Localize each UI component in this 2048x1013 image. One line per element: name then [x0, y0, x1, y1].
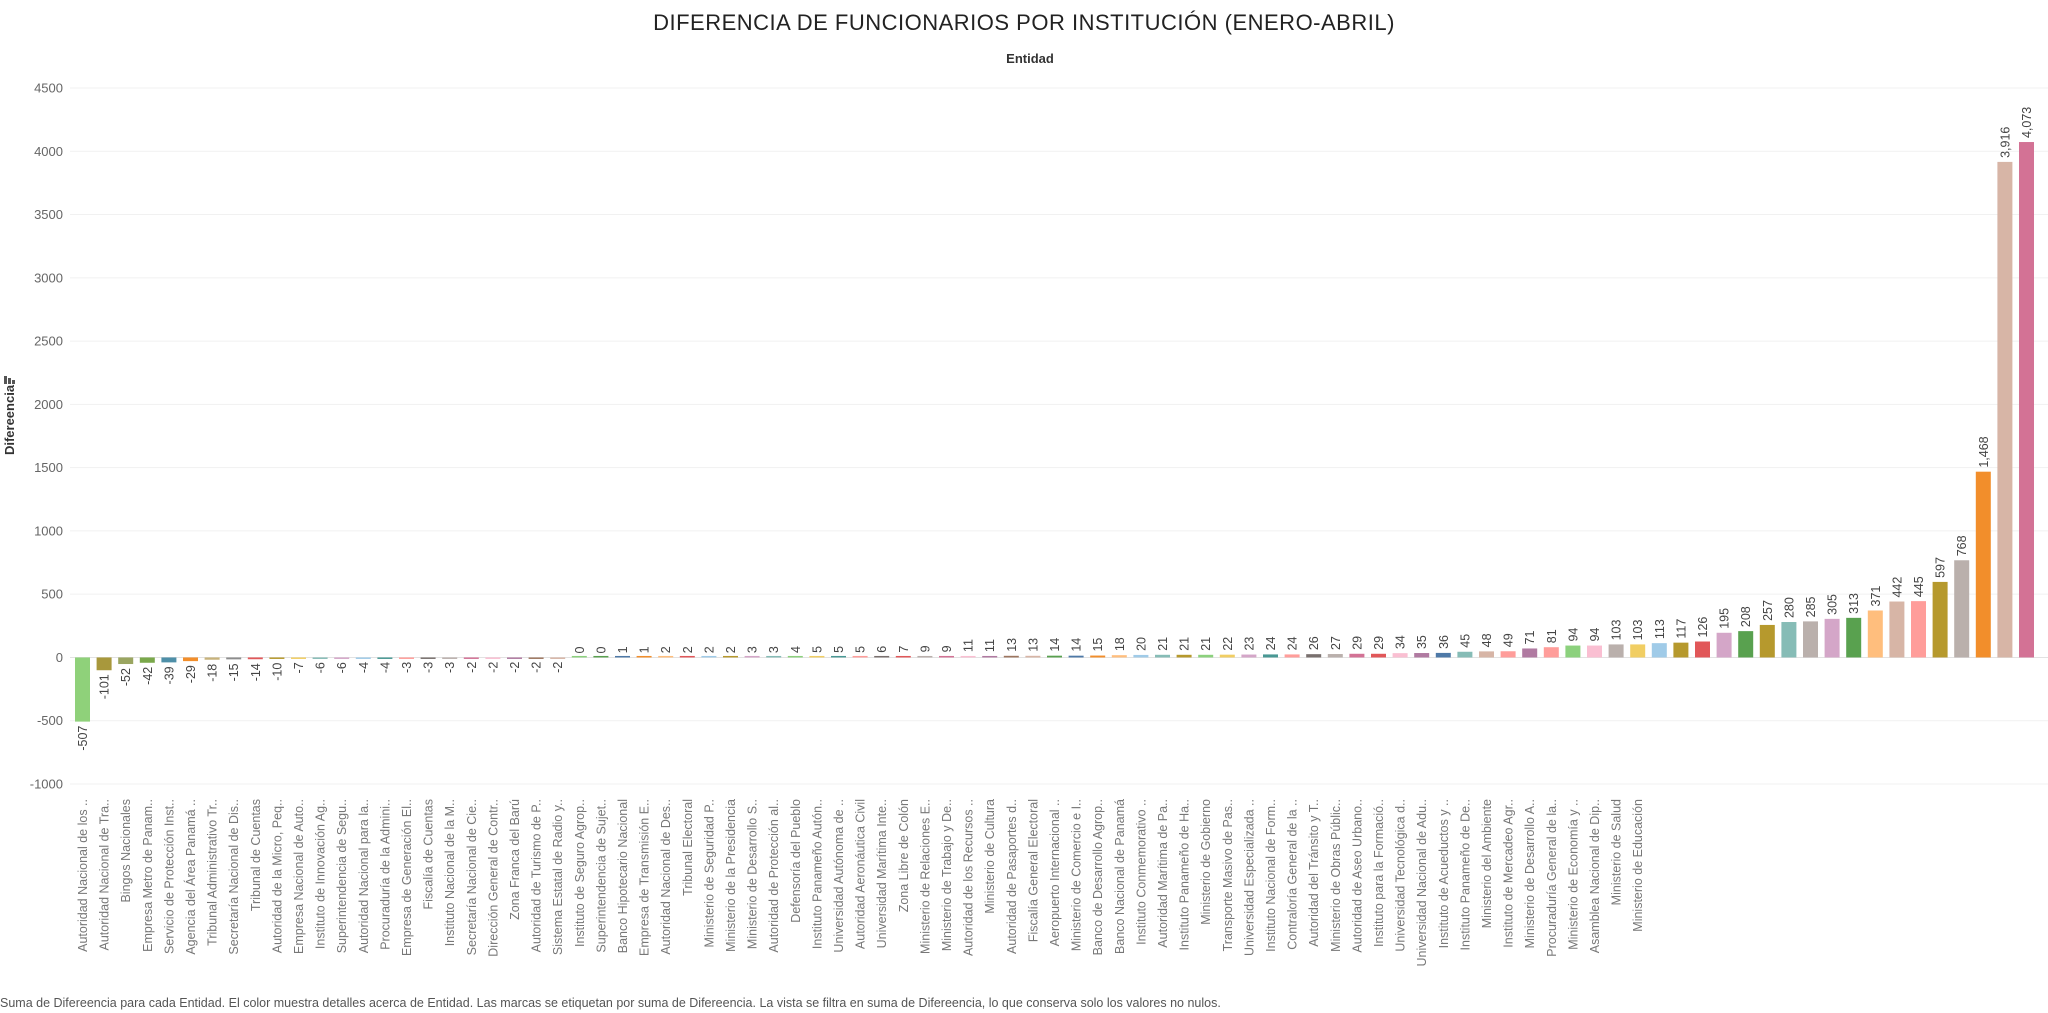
- category-label: Autoridad de Pasaportes d..: [1004, 799, 1019, 954]
- y-tick-label: -1000: [29, 776, 63, 792]
- bar[interactable]: [334, 657, 349, 659]
- bar[interactable]: [2019, 142, 2034, 657]
- bar[interactable]: [1306, 654, 1321, 657]
- bar[interactable]: [464, 657, 479, 659]
- category-label: Zona Libre de Colón: [896, 799, 911, 913]
- category-label: Tribunal Administrativo Tr..: [205, 799, 220, 946]
- bar[interactable]: [874, 656, 889, 658]
- category-label: Ministerio de Educación: [1631, 799, 1646, 932]
- category-label: Ministerio de Trabajo y De..: [940, 799, 954, 952]
- y-tick-label: 3000: [34, 270, 63, 286]
- bar[interactable]: [1457, 652, 1472, 658]
- bar[interactable]: [421, 657, 436, 659]
- bar[interactable]: [831, 656, 846, 658]
- bar[interactable]: [1803, 621, 1818, 657]
- category-label: Universidad Especializada ..: [1242, 799, 1257, 957]
- data-label: 26: [1307, 636, 1322, 651]
- bars: [75, 142, 2034, 722]
- bar[interactable]: [97, 657, 112, 670]
- chart-title: DIFERENCIA DE FUNCIONARIOS POR INSTITUCIÓN (ENERO-ABRIL): [653, 10, 1395, 35]
- bar[interactable]: [75, 657, 90, 721]
- bar[interactable]: [1911, 601, 1926, 657]
- bar[interactable]: [572, 656, 587, 658]
- bar[interactable]: [1112, 655, 1127, 657]
- category-label: Fiscalía de Cuentas: [421, 799, 436, 910]
- data-label: 21: [1156, 636, 1170, 651]
- bar[interactable]: [809, 656, 824, 658]
- bar[interactable]: [1371, 654, 1386, 658]
- category-label: Procuraduría de la Admini..: [378, 799, 393, 950]
- category-label: Banco Hipotecario Nacional: [616, 799, 630, 954]
- data-label: 0: [594, 646, 609, 654]
- category-label: Autoridad Aeronáutica Civil: [853, 799, 868, 950]
- data-label: 5: [832, 645, 846, 653]
- data-label: 29: [1350, 635, 1365, 650]
- data-label: -3: [421, 661, 436, 673]
- data-label: -15: [227, 663, 242, 682]
- bar[interactable]: [853, 656, 868, 658]
- data-label: 71: [1523, 630, 1538, 645]
- data-label: 768: [1955, 535, 1970, 557]
- category-labels: [76, 799, 1645, 967]
- data-label: 1: [616, 646, 630, 654]
- category-label: Ministerio de Comercio e I..: [1069, 799, 1084, 952]
- data-label: 6: [875, 645, 890, 653]
- data-label: 208: [1739, 606, 1754, 628]
- category-label: Instituto de Mercadeo Agr..: [1501, 799, 1516, 948]
- bar[interactable]: [356, 657, 371, 659]
- category-label: Universidad Marítima Inte..: [875, 799, 890, 949]
- y-tick-label: 2500: [34, 333, 63, 349]
- category-label: Instituto de Seguro Agrop..: [572, 799, 587, 948]
- data-label: -39: [162, 666, 177, 685]
- bar[interactable]: [529, 657, 544, 659]
- bar[interactable]: [1954, 560, 1969, 657]
- bar[interactable]: [1825, 619, 1840, 658]
- data-label: 35: [1415, 635, 1430, 650]
- data-label: 2: [680, 646, 695, 654]
- bar[interactable]: [1501, 651, 1516, 657]
- bar[interactable]: [248, 657, 263, 659]
- data-label: 4,073: [2020, 106, 2034, 139]
- data-label: 5: [810, 645, 825, 653]
- y-axis-title: [2, 376, 17, 455]
- category-label: Autoridad Nacional de los ..: [76, 799, 90, 952]
- bar[interactable]: [1198, 655, 1213, 658]
- bar[interactable]: [701, 656, 716, 658]
- y-tick-label: -500: [36, 713, 63, 729]
- bar[interactable]: [1760, 625, 1775, 658]
- data-label: 94: [1588, 627, 1602, 642]
- bar[interactable]: [291, 657, 306, 659]
- category-label: Ministerio de Seguridad P..: [702, 799, 717, 948]
- category-label: Asamblea Nacional de Dip..: [1588, 799, 1602, 954]
- gridlines: [70, 88, 2048, 784]
- category-label: Superintendencia de Sujet..: [594, 799, 609, 953]
- bar[interactable]: [485, 657, 500, 659]
- category-label: Autoridad de Aseo Urbano..: [1350, 799, 1365, 953]
- category-label: Dirección General de Contr..: [486, 799, 501, 957]
- category-label: Ministerio de Obras Públic..: [1328, 799, 1343, 952]
- bar[interactable]: [442, 657, 457, 659]
- category-label: Ministerio de la Presidencia: [724, 799, 738, 952]
- data-label: 313: [1847, 592, 1862, 614]
- bar[interactable]: [1997, 162, 2012, 658]
- data-label: -101: [97, 674, 112, 700]
- bar[interactable]: [1695, 642, 1710, 658]
- data-label: 81: [1544, 629, 1559, 644]
- category-label: Defensoría del Pueblo: [788, 799, 803, 923]
- data-label: 49: [1501, 633, 1516, 648]
- bar[interactable]: [313, 657, 328, 659]
- category-label: Agencia del Área Panamá ..: [184, 799, 198, 955]
- y-tick-label: 2000: [34, 396, 63, 412]
- category-label: Ministerio de Cultura: [983, 799, 998, 914]
- category-label: Tribunal Electoral: [680, 799, 695, 896]
- data-label: -2: [551, 661, 566, 673]
- y-tick-label: 500: [41, 586, 63, 602]
- bar[interactable]: [1241, 655, 1256, 658]
- category-label: Fiscalía General Electoral: [1026, 799, 1041, 943]
- data-label: 195: [1717, 607, 1732, 629]
- category-label: Instituto Nacional de la M..: [443, 799, 458, 947]
- data-label: 442: [1890, 576, 1905, 598]
- data-label: -3: [443, 661, 458, 673]
- data-label: 3: [745, 646, 760, 654]
- category-label: Banco de Desarrollo Agrop..: [1091, 799, 1106, 956]
- category-label: Autoridad Marítima de Pa..: [1156, 799, 1170, 948]
- bar[interactable]: [939, 656, 954, 658]
- data-label: -6: [313, 662, 328, 674]
- bar[interactable]: [1479, 651, 1494, 657]
- data-label: 103: [1609, 619, 1624, 641]
- bar[interactable]: [680, 656, 695, 658]
- bar[interactable]: [1263, 654, 1278, 657]
- bar[interactable]: [766, 656, 781, 658]
- y-tick-label: 3500: [34, 207, 63, 223]
- data-label: 0: [572, 646, 587, 654]
- bar[interactable]: [1652, 643, 1667, 657]
- category-label: Secretaría Nacional de Dis..: [227, 799, 242, 955]
- bar[interactable]: [1673, 643, 1688, 658]
- bar[interactable]: [205, 657, 220, 659]
- category-label: Empresa de Generación El..: [400, 799, 414, 957]
- category-label: Autoridad de Protección al..: [767, 799, 782, 953]
- data-label: 34: [1393, 635, 1408, 650]
- bar[interactable]: [140, 657, 155, 662]
- data-label: -7: [292, 662, 306, 674]
- category-label: Ministerio de Desarrollo S..: [745, 799, 760, 950]
- category-label: Ministerio de Relaciones E..: [918, 799, 933, 954]
- category-label: Ministerio de Desarrollo A..: [1523, 799, 1538, 949]
- data-label: -4: [378, 661, 393, 674]
- data-label: 371: [1868, 585, 1883, 607]
- y-tick-label: 4000: [34, 143, 63, 159]
- data-label: -2: [508, 661, 522, 673]
- data-label: -6: [335, 662, 350, 674]
- category-label: Instituto de Innovación Ag..: [313, 799, 328, 950]
- bar[interactable]: [269, 657, 284, 659]
- bar[interactable]: [1090, 656, 1105, 658]
- column-header-entidad: Entidad: [1006, 51, 1054, 66]
- footnote: Suma de Difereencia para cada Entidad. El color muestra detalles acerca de Entidad. Las marcas se etiquetan por suma de Difereencia. La vista se filtra en suma de Difereencia, lo que conserva solo los valores no nulos.: [0, 996, 1221, 1010]
- bar[interactable]: [1069, 656, 1084, 658]
- data-label: 126: [1696, 616, 1710, 638]
- category-label: Autoridad Nacional de Tra..: [97, 799, 112, 951]
- bar[interactable]: [1436, 653, 1451, 658]
- bar[interactable]: [615, 656, 630, 658]
- bar[interactable]: [507, 657, 522, 659]
- bar[interactable]: [723, 656, 738, 658]
- category-label: Servicio de Protección Inst..: [162, 799, 177, 954]
- data-label: 11: [983, 639, 998, 653]
- bar[interactable]: [399, 657, 414, 659]
- data-label: -42: [140, 666, 155, 685]
- category-label: Tribunal de Cuentas: [248, 799, 263, 912]
- data-label: 2: [724, 646, 738, 654]
- category-label: Aeropuerto Internacional ..: [1048, 799, 1062, 947]
- category-label: Bingos Nacionales: [119, 799, 134, 903]
- bar[interactable]: [1846, 618, 1861, 658]
- bar[interactable]: [1220, 655, 1235, 658]
- bar[interactable]: [637, 656, 652, 658]
- data-label: 18: [1112, 637, 1127, 652]
- data-label: 9: [918, 645, 933, 653]
- y-tick-label: 0: [55, 649, 63, 665]
- bar[interactable]: [1630, 644, 1645, 657]
- bar[interactable]: [1285, 654, 1300, 657]
- category-label: Instituto Conmemorativo ..: [1134, 799, 1149, 945]
- y-axis-label: Difereencia: [2, 384, 17, 456]
- data-label: 13: [1026, 637, 1041, 652]
- category-label: Universidad Nacional de Adu..: [1415, 799, 1430, 967]
- data-label: -2: [529, 661, 544, 673]
- bar[interactable]: [1328, 654, 1343, 657]
- bar[interactable]: [1933, 582, 1948, 658]
- data-label: 11: [961, 639, 976, 653]
- category-label: Banco Nacional de Panamá: [1112, 799, 1127, 954]
- bar[interactable]: [1414, 653, 1429, 657]
- category-label: Empresa Nacional de Auto..: [292, 799, 306, 954]
- bar[interactable]: [658, 656, 673, 658]
- data-label: 23: [1242, 636, 1257, 651]
- data-label: 285: [1804, 596, 1818, 618]
- category-label: Ministerio de Economía y ..: [1566, 799, 1581, 950]
- data-label: -507: [76, 725, 90, 751]
- data-label: 48: [1480, 633, 1494, 648]
- category-label: Instituto Nacional de Form..: [1264, 799, 1278, 952]
- category-label: Universidad Autónoma de ..: [832, 799, 846, 953]
- bar[interactable]: [1047, 656, 1062, 658]
- category-label: Autoridad de los Recursos ..: [961, 799, 976, 957]
- category-label: Transporte Masivo de Pas..: [1220, 799, 1235, 952]
- sort-icon[interactable]: [4, 376, 15, 384]
- y-tick-label: 1500: [34, 460, 63, 476]
- data-label: 20: [1134, 637, 1149, 651]
- bar[interactable]: [183, 657, 198, 661]
- data-label: -4: [356, 661, 371, 674]
- data-label: -52: [119, 668, 134, 687]
- data-label: 1,468: [1976, 436, 1991, 468]
- data-label: 21: [1177, 636, 1192, 651]
- bar[interactable]: [1738, 631, 1753, 657]
- bar[interactable]: [917, 656, 932, 658]
- category-label: Contraloría General de la ..: [1285, 799, 1300, 950]
- bar[interactable]: [1155, 655, 1170, 658]
- category-label: Empresa Metro de Panam..: [140, 799, 155, 952]
- data-label: 36: [1436, 634, 1451, 649]
- data-label: 3: [767, 646, 782, 654]
- bar[interactable]: [1565, 646, 1580, 658]
- category-label: Instituto Panameño de Ha..: [1177, 799, 1192, 951]
- bar[interactable]: [788, 656, 803, 658]
- bar[interactable]: [1544, 647, 1559, 657]
- bar[interactable]: [896, 656, 911, 658]
- data-label: 2: [702, 646, 717, 654]
- data-label: -10: [270, 662, 285, 681]
- data-label: 113: [1652, 619, 1667, 640]
- bar[interactable]: [550, 657, 565, 659]
- category-label: Instituto de Acueductos y ..: [1436, 799, 1451, 949]
- category-label: Autoridad del Tránsito y T..: [1307, 799, 1322, 947]
- bar[interactable]: [1976, 472, 1991, 658]
- data-label: 117: [1674, 618, 1689, 639]
- data-label: 305: [1825, 593, 1840, 615]
- data-label: 14: [1069, 637, 1084, 652]
- bar[interactable]: [1587, 646, 1602, 658]
- bar[interactable]: [1781, 622, 1796, 657]
- bar[interactable]: [1717, 633, 1732, 658]
- y-tick-label: 1000: [34, 523, 63, 539]
- bar[interactable]: [1609, 644, 1624, 657]
- data-label: 597: [1933, 557, 1948, 578]
- data-label: 257: [1760, 600, 1775, 621]
- category-label: Zona Franca del Barú: [508, 799, 522, 920]
- data-label: 94: [1566, 627, 1581, 642]
- bar[interactable]: [593, 656, 608, 658]
- y-tick-label: 4500: [34, 80, 63, 96]
- data-label: 14: [1048, 637, 1062, 652]
- bar[interactable]: [745, 656, 760, 658]
- data-label: 4: [788, 645, 803, 653]
- data-label: 24: [1285, 636, 1300, 651]
- data-label: 24: [1264, 636, 1278, 651]
- bar[interactable]: [1177, 655, 1192, 658]
- data-label: 22: [1220, 636, 1235, 651]
- category-label: Universidad Tecnológica d..: [1393, 799, 1408, 952]
- category-label: Instituto para la Formació..: [1372, 799, 1386, 947]
- category-label: Ministerio de Gobierno: [1199, 799, 1214, 925]
- data-label: 2: [659, 646, 674, 654]
- data-label: 3,916: [1998, 126, 2013, 158]
- category-label: Ministerio del Ambiente: [1480, 799, 1494, 929]
- bar[interactable]: [1349, 654, 1364, 658]
- data-label: 280: [1782, 597, 1797, 619]
- data-label: 15: [1091, 637, 1106, 652]
- bar[interactable]: [982, 656, 997, 658]
- data-label: 445: [1912, 576, 1926, 598]
- category-label: Ministerio de Salud: [1609, 799, 1624, 906]
- data-label: -18: [205, 663, 220, 682]
- bar[interactable]: [377, 657, 392, 659]
- data-label: 7: [896, 645, 911, 653]
- category-label: Autoridad de la Micro, Peq..: [270, 799, 285, 954]
- data-label: 9: [940, 645, 954, 653]
- bar[interactable]: [118, 657, 133, 664]
- bar[interactable]: [1133, 655, 1148, 658]
- category-label: Instituto Panameño de De..: [1458, 799, 1473, 951]
- bar[interactable]: [226, 657, 241, 659]
- y-axis-ticks: [30, 81, 63, 792]
- category-label: Autoridad Nacional de Des..: [659, 799, 674, 955]
- category-label: Autoridad de Turismo de P..: [529, 799, 544, 953]
- data-label: 1: [637, 646, 652, 654]
- bar[interactable]: [161, 657, 176, 662]
- data-label: -3: [400, 661, 414, 673]
- bar[interactable]: [1868, 611, 1883, 658]
- bar[interactable]: [1522, 648, 1537, 657]
- data-label: 45: [1458, 633, 1473, 648]
- category-label: Autoridad Nacional para la..: [356, 799, 371, 954]
- data-label: 29: [1372, 635, 1386, 650]
- data-label: 27: [1328, 636, 1343, 651]
- data-label: -2: [464, 661, 479, 673]
- category-label: Procuraduría General de la..: [1544, 799, 1559, 957]
- bar[interactable]: [1393, 653, 1408, 657]
- data-label: 5: [853, 645, 868, 653]
- data-label: -14: [248, 663, 263, 682]
- data-label: -29: [184, 665, 198, 684]
- data-label: 103: [1631, 619, 1646, 641]
- bar[interactable]: [1004, 656, 1019, 658]
- bar[interactable]: [1025, 656, 1040, 658]
- bar[interactable]: [1889, 602, 1904, 658]
- category-label: Sistema Estatal de Radio y..: [551, 799, 566, 956]
- data-label: 21: [1199, 636, 1214, 651]
- category-label: Secretaría Nacional de Cie..: [464, 799, 479, 956]
- data-label: -2: [486, 661, 501, 673]
- bar[interactable]: [961, 656, 976, 658]
- category-label: Superintendencia de Segu..: [335, 799, 350, 954]
- category-label: Instituto Panameño Autón..: [810, 799, 825, 950]
- category-label: Empresa de Transmisión E..: [637, 799, 652, 957]
- data-label: 13: [1004, 637, 1019, 652]
